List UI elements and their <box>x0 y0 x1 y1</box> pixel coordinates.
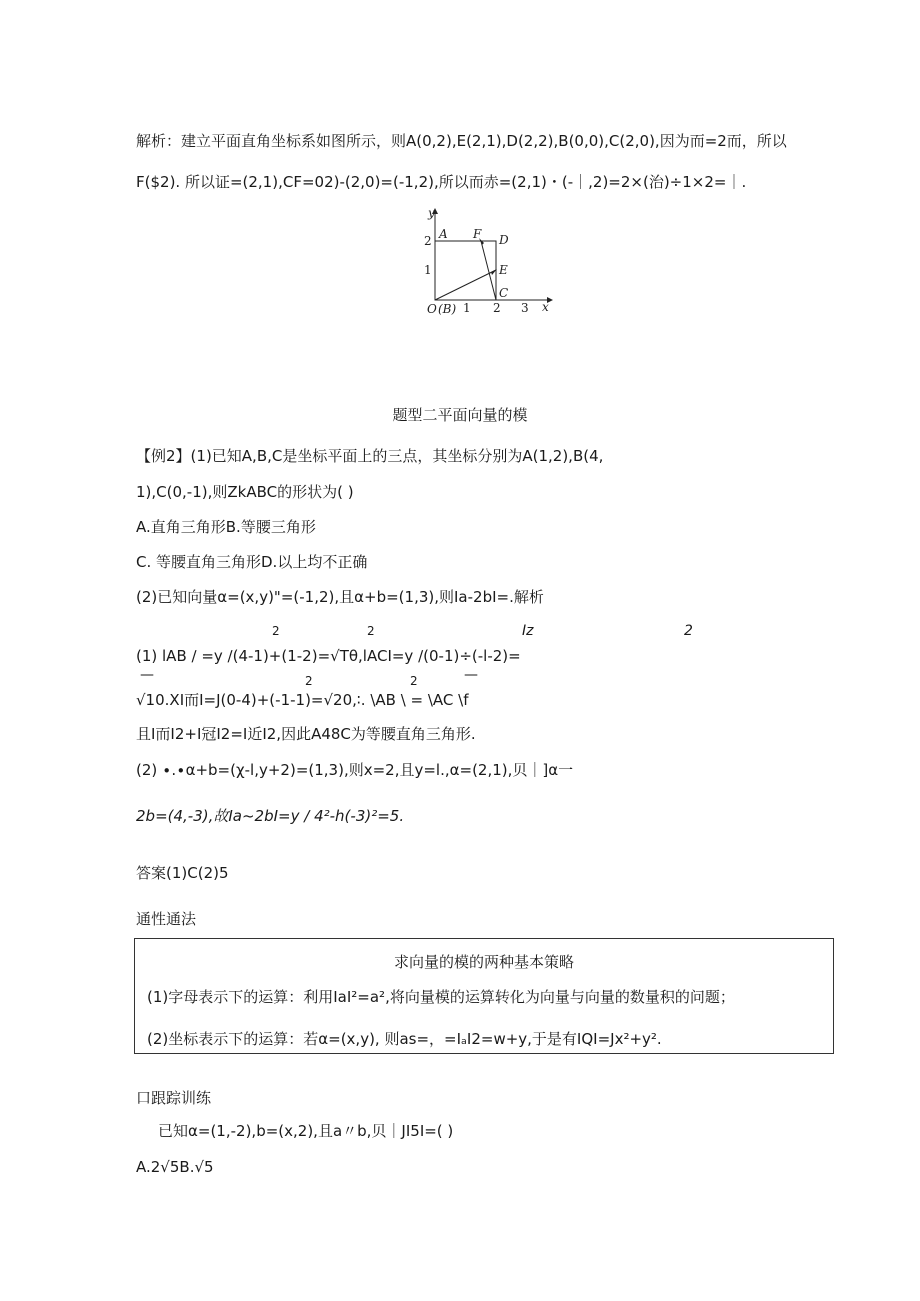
solution-line-3: 且I而I2+I冠I2=I近I2,因此A48C为等腰直角三角形. <box>136 725 476 743</box>
label-c: C <box>499 286 509 300</box>
example-line-1: 【例2】(1)已知A,B,C是坐标平面上的三点，其坐标分别为A(1,2),B(4, <box>136 447 604 465</box>
superscript: 2 <box>305 674 313 688</box>
superscript: 2 <box>367 624 375 638</box>
solution-line-2: √10.XI而I=J(0-4)+(-1-1)=√20,∶. \AB \ = \AC \f <box>136 691 469 709</box>
label-x: x <box>542 300 549 314</box>
superscript: 2 <box>410 674 418 688</box>
solution-line-1: (1) lAB ∕ =y ∕(4-1)+(1-2)=√Tθ,lACI=y ∕(0-1)÷(-l-2)= <box>136 647 521 665</box>
label-d: D <box>499 233 509 247</box>
tick-y-1: 1 <box>424 263 432 277</box>
segment-be <box>435 270 496 300</box>
training-option: A.2√5B.√5 <box>136 1158 214 1176</box>
strategy-title: 求向量的模的两种基本策略 <box>393 953 574 971</box>
fraction-bar: — <box>464 667 478 683</box>
training-title: 口跟踪训练 <box>136 1089 212 1107</box>
solution-line-4: (2) ∙.∙α+b=(χ-l,y+2)=(1,3),则x=2,且y=l.,α=(2,1),贝｜]α一 <box>136 761 574 779</box>
label-y: y <box>428 206 435 220</box>
option-a-b: A.直角三角形B.等腰三角形 <box>136 518 316 536</box>
label-a: A <box>439 227 448 241</box>
answer: 答案(1)C(2)5 <box>136 864 229 882</box>
label-origin: O <box>427 302 437 316</box>
label-e: E <box>499 263 508 277</box>
tick-x-1: 1 <box>463 301 471 315</box>
superscript: 2 <box>272 624 280 638</box>
example-line-2: 1),C(0,-1),则ZkABC的形状为( ) <box>136 483 354 501</box>
segment-cf <box>481 241 496 300</box>
analysis-line-2: F($2). 所以证=(2,1),CF=02)-(2,0)=(-1,2),所以而赤=(2,1)・(-｜,2)=2×(治)÷1×2=｜. <box>136 173 747 191</box>
option-c-d: C. 等腰直角三角形D.以上均不正确 <box>136 553 368 571</box>
tick-y-2: 2 <box>424 234 432 248</box>
coordinate-figure <box>415 205 555 317</box>
strategy-item-1: (1)字母表示下的运算：利用IaI²=a²,将向量模的运算转化为向量与向量的数量积的问题； <box>147 988 735 1006</box>
strategy-box <box>134 938 834 1054</box>
square-abcd <box>435 241 496 300</box>
analysis-line-1: 解析：建立平面直角坐标系如图所示，则A(0,2),E(2,1),D(2,2),B(0,0),C(2,0),因为而=2而，所以 <box>136 132 787 150</box>
general-method-heading: 通性通法 <box>136 910 197 928</box>
label-f: F <box>473 227 482 241</box>
tick-x-3: 3 <box>521 301 529 315</box>
superscript: 2 <box>684 623 693 639</box>
superscript: Iz <box>522 623 534 639</box>
section-title: 题型二平面向量的模 <box>392 406 528 424</box>
strategy-item-2: (2)坐标表示下的运算：若α=(x,y), 则as=，=IₐI2=w+y,于是有IQI=Jx²+y². <box>147 1030 662 1048</box>
solution-line-5: 2b=(4,-3),故Ia~2bI=y ∕ 4²-h(-3)²=5. <box>136 807 405 825</box>
fraction-bar: — <box>140 667 154 683</box>
tick-x-2: 2 <box>493 301 501 315</box>
label-b: (B) <box>438 302 457 316</box>
training-question: 已知α=(1,-2),b=(x,2),且a〃b,贝｜JI5I=( ) <box>158 1122 454 1140</box>
example-part-2: (2)已知向量α=(x,y)"=(-1,2),且α+b=(1,3),则Ia-2bI=.解析 <box>136 588 544 606</box>
